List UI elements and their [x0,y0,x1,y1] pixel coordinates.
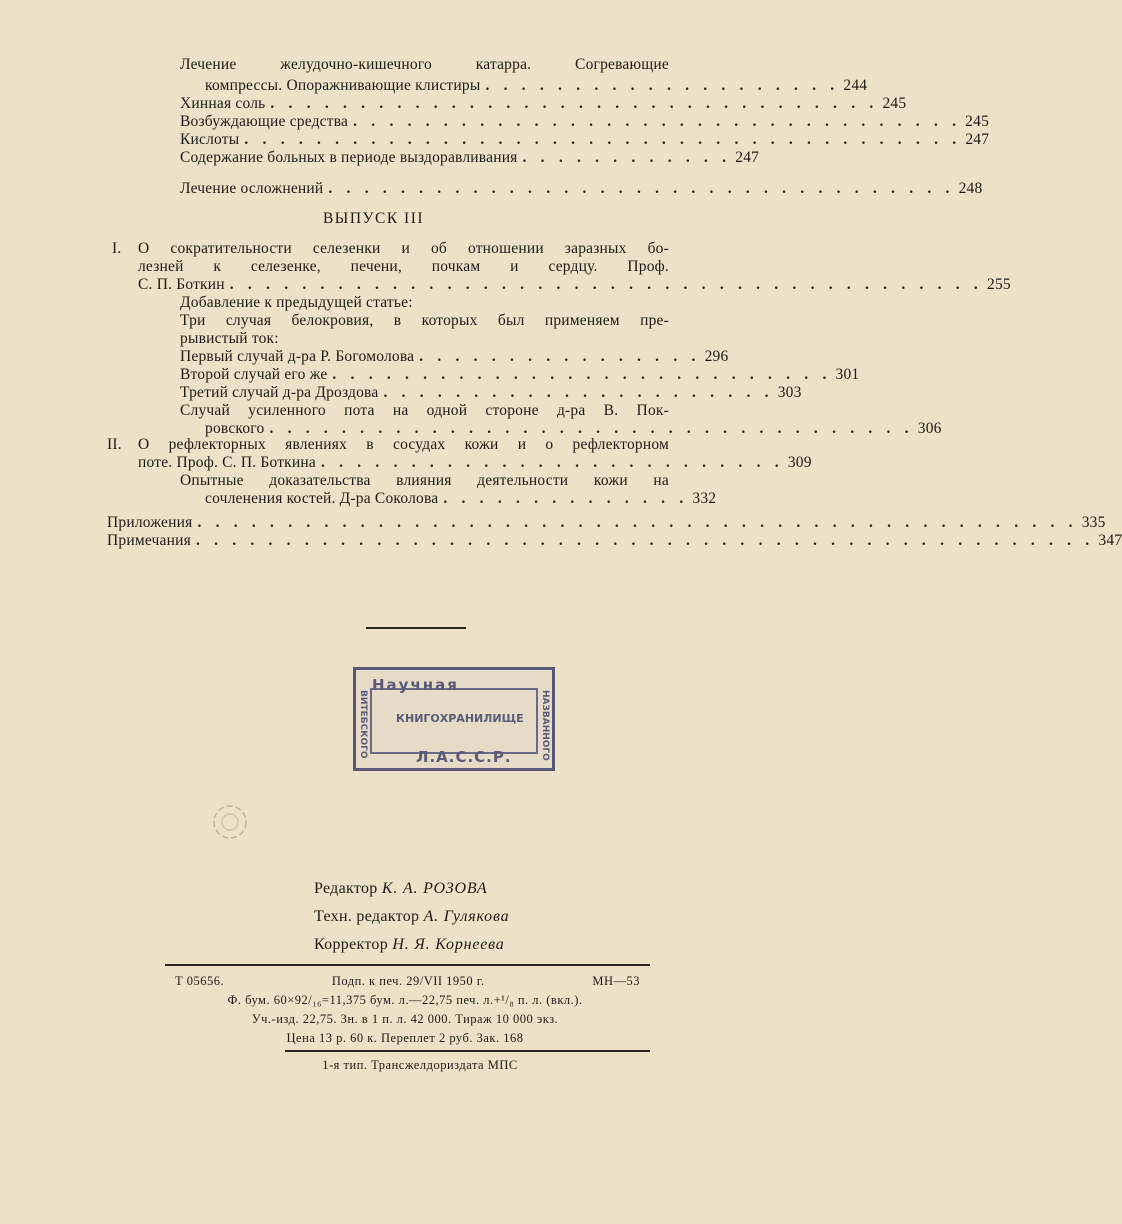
credit-name: Н. Я. Корнеева [392,936,505,953]
toc-entry-text: Хинная соль [180,95,266,112]
toc-entry [138,454,812,472]
toc-page-number: 303 [777,384,802,401]
toc-page-number: 301 [835,366,860,383]
credit-proofreader [314,936,505,954]
leader-dots: . . . . . . . . . . . . . . . . . . . . . . . . . . . . . . . . . . . . . . . . . . . . . . . . . . [195,532,1095,549]
toc-entry [205,490,717,508]
stamp-side-text: ВИТЕБСКОГО [358,690,368,759]
toc-entry-text: ровского [205,420,265,437]
leader-dots: . . . . . . . . . . . . . . . . . . . . . . . . . . . . . . . . . . . . . . . . . . [229,276,984,293]
imprint-signed: Подп. к печ. 29/VII 1950 г. [331,974,485,988]
section-number: I. [112,240,122,257]
credit-tech-editor [314,908,509,926]
toc-entry-text: Возбуждающие средства [180,113,349,130]
imprint-bottom-rule [285,1050,650,1052]
toc-entry-line: Лечение желудочно-кишечного катарра. Согревающие [180,56,669,73]
section-1-line [112,240,669,258]
imprint-mn: МН—53 [592,974,640,988]
toc-page-number: 247 [735,149,760,166]
toc-entry-text: Первый случай д-ра Р. Богомолова [180,348,415,365]
credit-editor [314,880,487,898]
section-number: II. [107,436,122,453]
addition-title: Добавление к предыдущей статье: [180,294,413,311]
subsection-line: Три случая белокровия, в которых был применяем пре- [180,312,669,329]
printer-line: 1-я тип. Трансжелдориздата МПС [322,1058,518,1072]
toc-entry-text: Содержание больных в периоде выздоравливания [180,149,518,166]
credit-role: Техн. редактор [314,908,420,925]
leader-dots: . . . . . . . . . . . . . . . . . . . . . . . . . . . . [332,366,832,383]
toc-entry-text: Третий случай д-ра Дроздова [180,384,379,401]
leader-dots: . . . . . . . . . . . . . . . . . . . . . . . . . . . . . . . . . . . . . . . . [244,131,962,148]
library-stamp [353,667,555,771]
toc-entry-text: поте. Проф. С. П. Боткина [138,454,316,471]
stamp-title: Научная [372,676,459,694]
toc-entry [180,180,983,198]
toc-page-number: 296 [704,348,729,365]
imprint-code: Т 05656. [175,974,225,988]
toc-entry [180,131,990,149]
stamp-side-text: НАЗВАННОГО [540,690,550,761]
toc-entry [180,366,860,384]
toc-entry-text: Второй случай его же [180,366,328,383]
stamp-middle-text: КНИГОХРАНИЛИЩЕ [396,712,524,725]
leader-dots: . . . . . . . . . . . . . . . . . . . . . . . . . . [320,454,784,471]
separator-rule [366,627,466,629]
credit-role: Редактор [314,880,378,897]
leader-dots: . . . . . . . . . . . . . . . . . . . . [485,77,840,94]
section-text: О сократительности селезенки и об отношении заразных бо- [138,240,669,257]
section-text: О рефлекторных явлениях в сосудах кожи и о рефлекторном [138,436,669,453]
credit-role: Корректор [314,936,389,953]
toc-entry [180,149,760,167]
toc-page-number: 247 [965,131,990,148]
toc-page-number: 332 [692,490,717,507]
leader-dots: . . . . . . . . . . . . . . . . . . . . . . . . . . . . . . . . . . . . [269,420,914,437]
leader-dots: . . . . . . . . . . . . . . . . [419,348,701,365]
toc-entry-text: Лечение осложнений [180,180,324,197]
imprint-line: Уч.-изд. 22,75. Зн. в 1 п. л. 42 000. Тираж 10 000 экз. [251,1012,559,1026]
leader-dots: . . . . . . . . . . . . . . . . . . . . . . . . . . . . . . . . . . [353,113,962,130]
subsection-line: рывистый ток: [180,330,279,347]
toc-entry-text: компрессы. Опоражнивающие клистиры [205,77,481,94]
credit-name: А. Гулякова [423,908,510,925]
leader-dots: . . . . . . . . . . . . . . . . . . . . . . [383,384,774,401]
toc-page-number: 309 [787,454,812,471]
section-1-line: лезней к селезенке, печени, почкам и сердцу. Проф. [138,258,669,275]
leader-dots: . . . . . . . . . . . . . . . . . . . . . . . . . . . . . . . . . . . [328,180,955,197]
toc-page-number: 255 [987,276,1011,293]
toc-entry [180,113,990,131]
toc-entry-text: сочленения костей. Д-ра Соколова [205,490,439,507]
toc-entry [205,77,868,95]
leader-dots: . . . . . . . . . . . . [522,149,732,166]
toc-entry [107,532,1122,550]
subsection-line: Опытные доказательства влияния деятельности кожи на [180,472,669,489]
leader-dots: . . . . . . . . . . . . . . . . . . . . . . . . . . . . . . . . . . [270,95,879,112]
subsection-line: Случай усиленного пота на одной стороне д-ра В. Пок- [180,402,669,419]
toc-page-number: 335 [1081,514,1106,531]
toc-page-number: 248 [958,180,983,197]
toc-entry [107,514,1106,532]
issue-heading: ВЫПУСК III [322,210,425,227]
section-2-line [107,436,669,454]
toc-entry-text: Примечания [107,532,191,549]
toc-entry-text: С. П. Боткин [138,276,225,293]
imprint-top-rule [165,964,650,966]
toc-entry-text: Приложения [107,514,193,531]
leader-dots: . . . . . . . . . . . . . . [443,490,689,507]
toc-entry [180,95,907,113]
toc-entry [180,348,729,366]
leader-dots: . . . . . . . . . . . . . . . . . . . . . . . . . . . . . . . . . . . . . . . . . . . . . . . . . [197,514,1078,531]
imprint-line: Цена 13 р. 60 к. Переплет 2 руб. Зак. 168 [286,1031,524,1045]
credit-name: К. А. РОЗОВА [381,880,488,897]
toc-page-number: 306 [917,420,942,437]
toc-page-number: 244 [843,77,868,94]
toc-page-number: 245 [882,95,907,112]
toc-entry [138,276,1011,294]
imprint-line: Ф. бум. 60×92/₁₆=11,375 бум. л.—22,75 печ. л.+¹/₈ п. л. (вкл.). [227,993,583,1007]
toc-page-number: 245 [965,113,990,130]
toc-entry-text: Кислоты [180,131,240,148]
toc-page-number: 347 [1098,532,1122,549]
faint-seal-mark [208,800,252,844]
stamp-bottom-text: Л.А.С.С.Р. [416,748,512,766]
toc-entry [180,384,802,402]
imprint-line [175,974,640,989]
